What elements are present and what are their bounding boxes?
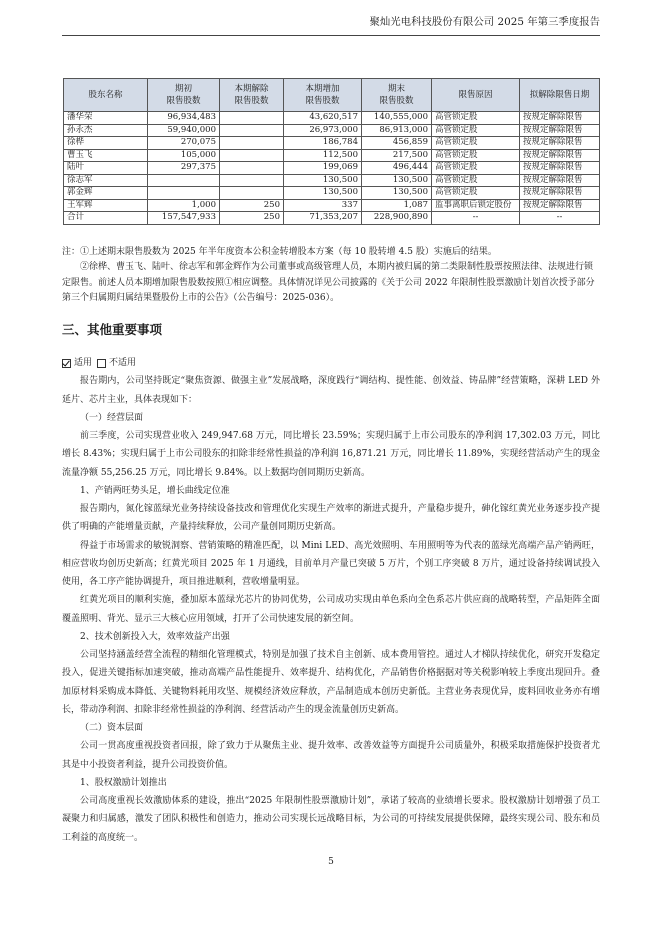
section-body xyxy=(62,354,600,847)
cell-increased: 186,784 xyxy=(284,137,362,150)
subheading-production-sales: 1、产销两旺势头足，增长曲线定位准 xyxy=(80,485,230,496)
cell-increased: 26,973,000 xyxy=(284,124,362,137)
cell-opening: 96,934,483 xyxy=(148,112,220,125)
section-title: 三、其他重要事项 xyxy=(62,322,163,337)
table-row xyxy=(64,174,600,187)
table-row xyxy=(64,199,600,212)
cell-closing: 130,500 xyxy=(362,174,432,187)
header-increased: 本期增加 限售股数 xyxy=(284,79,362,112)
cell-opening xyxy=(148,174,220,187)
paragraph-strategy: 报告期内，公司坚持既定“聚焦资源、做强主业”发展战略，深度践行“调结构、提性能、创效益、铸品牌”经营策略，深耕 LED 外延片、芯片主业，具体表现如下： xyxy=(62,376,600,405)
cell-opening: 105,000 xyxy=(148,149,220,162)
cell-opening: 270,075 xyxy=(148,137,220,150)
table-row xyxy=(64,149,600,162)
cell-reason: 高管锁定股 xyxy=(432,187,520,200)
subheading-operations: （一）经营层面 xyxy=(80,412,144,423)
table-total-row xyxy=(64,212,600,225)
header-closing: 期末 限售股数 xyxy=(362,79,432,112)
not-applicable-label: 不适用 xyxy=(109,358,137,368)
cell-name: 潘华荣 xyxy=(64,112,148,125)
cell-released xyxy=(220,187,284,200)
subheading-technology: 2、技术创新投入大，效率效益产出强 xyxy=(80,631,230,642)
paragraph-results: 前三季度，公司实现营业收入 249,947.68 万元，同比增长 23.59%；实现归属于上市公司股东的净利润 17,302.03 万元，同比增长 8.43%；实现归属于上市公司股东的扣除非经常性损益的净利润 16,871.21 万元，同比增长 11.89%，实现经营活动产生的现金流量净额 55,256.25 万元，同比增长 9.84%。以上数据均创同期历史新高。 xyxy=(62,431,600,478)
report-title: 聚灿光电科技股份有限公司 2025 年第三季度报告 xyxy=(369,16,600,28)
table-notes xyxy=(62,245,600,307)
cell-closing: 496,444 xyxy=(362,162,432,175)
cell-reason: 高管锁定股 xyxy=(432,124,520,137)
cell-name: 郭金辉 xyxy=(64,187,148,200)
cell-release-date: 按规定解除限售 xyxy=(520,174,600,187)
cell-closing: 1,087 xyxy=(362,199,432,212)
total-label: 合计 xyxy=(64,212,148,225)
cell-closing: 217,500 xyxy=(362,149,432,162)
restricted-shares-table xyxy=(63,78,600,225)
cell-name: 徐桦 xyxy=(64,137,148,150)
checkbox-checked-icon xyxy=(62,359,71,368)
cell-reason: 高管锁定股 xyxy=(432,137,520,150)
cell-increased: 337 xyxy=(284,199,362,212)
cell-increased: 112,500 xyxy=(284,149,362,162)
applicability-selector xyxy=(62,354,600,372)
cell-opening xyxy=(148,187,220,200)
cell-closing: 130,500 xyxy=(362,187,432,200)
header-shareholder: 股东名称 xyxy=(64,79,148,112)
checkbox-empty-icon xyxy=(97,359,106,368)
table-header-row xyxy=(64,79,600,112)
cell-name: 徐志军 xyxy=(64,174,148,187)
cell-reason: 监事离职后锁定股份 xyxy=(432,199,520,212)
cell-increased: 130,500 xyxy=(284,187,362,200)
total-reason: -- xyxy=(432,212,520,225)
cell-released xyxy=(220,137,284,150)
cell-increased: 43,620,517 xyxy=(284,112,362,125)
cell-reason: 高管锁定股 xyxy=(432,162,520,175)
applicable-label: 适用 xyxy=(74,358,93,368)
paragraph-red-yellow: 红黄光项目的顺利实施，叠加原本蓝绿光芯片的协同优势，公司成功实现由单色系向全色系芯片供应商的战略转型，产品矩阵全面覆盖照明、背光、显示三大核心应用领域，打开了公司快速发展的新空间。 xyxy=(62,595,600,624)
cell-name: 曹玉飞 xyxy=(64,149,148,162)
total-release-date: -- xyxy=(520,212,600,225)
header-opening: 期初 限售股数 xyxy=(148,79,220,112)
cell-released xyxy=(220,149,284,162)
paragraph-management: 公司坚持涵盖经营全流程的精细化管理模式，特别是加强了技术自主创新、成本费用管控。通过人才梯队持续优化，研究开发稳定投入，促进关键指标加速突破，推动高端产品性能提升、效率提升、结构优化，产品销售价格据据对等关税影响较上季度出现回升。叠加原材料采购成本降低、关键物料耗用攻坚、规模经济效应释放，产品制造成本创历史新低。主营业务表现优异，废料回收业务亦有增长，带动净利润、扣除非经常性损益的净利润、经营活动产生的现金流量创历史新高。 xyxy=(62,650,600,715)
cell-opening: 59,940,000 xyxy=(148,124,220,137)
table-row xyxy=(64,137,600,150)
total-increased: 71,353,207 xyxy=(284,212,362,225)
table-row xyxy=(64,162,600,175)
cell-reason: 高管锁定股 xyxy=(432,149,520,162)
cell-released xyxy=(220,112,284,125)
cell-increased: 130,500 xyxy=(284,174,362,187)
cell-increased: 199,069 xyxy=(284,162,362,175)
paragraph-production: 报告期内，氮化镓蓝绿光业务持续设备技改和管理优化实现生产效率的渐进式提升，产量稳步提升，砷化镓红黄光业务逐步投产提供了明确的产能增量贡献，产量持续释放，公司产量创同期历史新高。 xyxy=(62,504,600,533)
cell-release-date: 按规定解除限售 xyxy=(520,112,600,125)
cell-released xyxy=(220,174,284,187)
cell-release-date: 按规定解除限售 xyxy=(520,199,600,212)
cell-release-date: 按规定解除限售 xyxy=(520,187,600,200)
paragraph-market: 得益于市场需求的敏锐洞察、营销策略的精准匹配，以 Mini LED、高光效照明、车用照明等为代表的蓝绿光高端产品产销两旺，相应营收均创历史新高；红黄光项目 2025 年 1 月通线，目前单月产量已突破 5 万片，个别工序突破 8 万片，通过设备持续调试投入使用，各工序产能协调提升，项目推进顺利，营收增量明显。 xyxy=(62,540,600,587)
cell-name: 孙永杰 xyxy=(64,124,148,137)
table-row xyxy=(64,124,600,137)
cell-release-date: 按规定解除限售 xyxy=(520,149,600,162)
total-released: 250 xyxy=(220,212,284,225)
page-header xyxy=(62,13,600,36)
note-1: 注：①上述期末限售股数为 2025 年半年度资本公积金转增股本方案（每 10 股转增 4.5 股）实施后的结果。 xyxy=(62,247,497,257)
cell-released xyxy=(220,124,284,137)
table-row xyxy=(64,112,600,125)
paragraph-incentive: 公司高度重视长效激励体系的建设，推出“2025 年限制性股票激励计划”，承诺了较高的业绩增长要求。股权激励计划增强了员工凝聚力和归属感，激发了团队积极性和创造力，推动公司实现长远战略目标，为公司的可持续发展提供保障，最终实现公司、股东和员工利益的高度统一。 xyxy=(62,796,600,843)
note-2: ②徐桦、曹玉飞、陆叶、徐志军和郭金辉作为公司董事或高级管理人员，本期内被归属的第二类限制性股票按照法律、法规进行锁定限售。前述人员本期增加限售股数按照①相应调整。具体情况详见公司披露的《关于公司 2022 年限制性股票激励计划首次授予部分第三个归属期归属结果暨股份上市的公告》（公告编号：2025-036）。 xyxy=(62,262,595,304)
total-closing: 228,900,890 xyxy=(362,212,432,225)
cell-name: 陆叶 xyxy=(64,162,148,175)
cell-released xyxy=(220,162,284,175)
total-opening: 157,547,933 xyxy=(148,212,220,225)
paragraph-investor-return: 公司一贯高度重视投资者回报，除了致力于从聚焦主业、提升效率、改善效益等方面提升公司质量外，积极采取措施保护投资者尤其是中小投资者利益，提升公司投资价值。 xyxy=(62,741,600,770)
cell-name: 王军辉 xyxy=(64,199,148,212)
cell-closing: 456,859 xyxy=(362,137,432,150)
subheading-capital: （二）资本层面 xyxy=(80,723,144,733)
header-released: 本期解除 限售股数 xyxy=(220,79,284,112)
cell-release-date: 按规定解除限售 xyxy=(520,137,600,150)
cell-closing: 86,913,000 xyxy=(362,124,432,137)
cell-released: 250 xyxy=(220,199,284,212)
cell-closing: 140,555,000 xyxy=(362,112,432,125)
cell-opening: 1,000 xyxy=(148,199,220,212)
cell-release-date: 按规定解除限售 xyxy=(520,124,600,137)
page-number: 5 xyxy=(328,857,334,867)
cell-release-date: 按规定解除限售 xyxy=(520,162,600,175)
table-row xyxy=(64,187,600,200)
cell-reason: 高管锁定股 xyxy=(432,174,520,187)
subheading-equity-incentive: 1、股权激励计划推出 xyxy=(80,777,167,788)
header-release-date: 拟解除限售日期 xyxy=(520,79,600,112)
cell-reason: 高管锁定股 xyxy=(432,112,520,125)
header-reason: 限售原因 xyxy=(432,79,520,112)
cell-opening: 297,375 xyxy=(148,162,220,175)
